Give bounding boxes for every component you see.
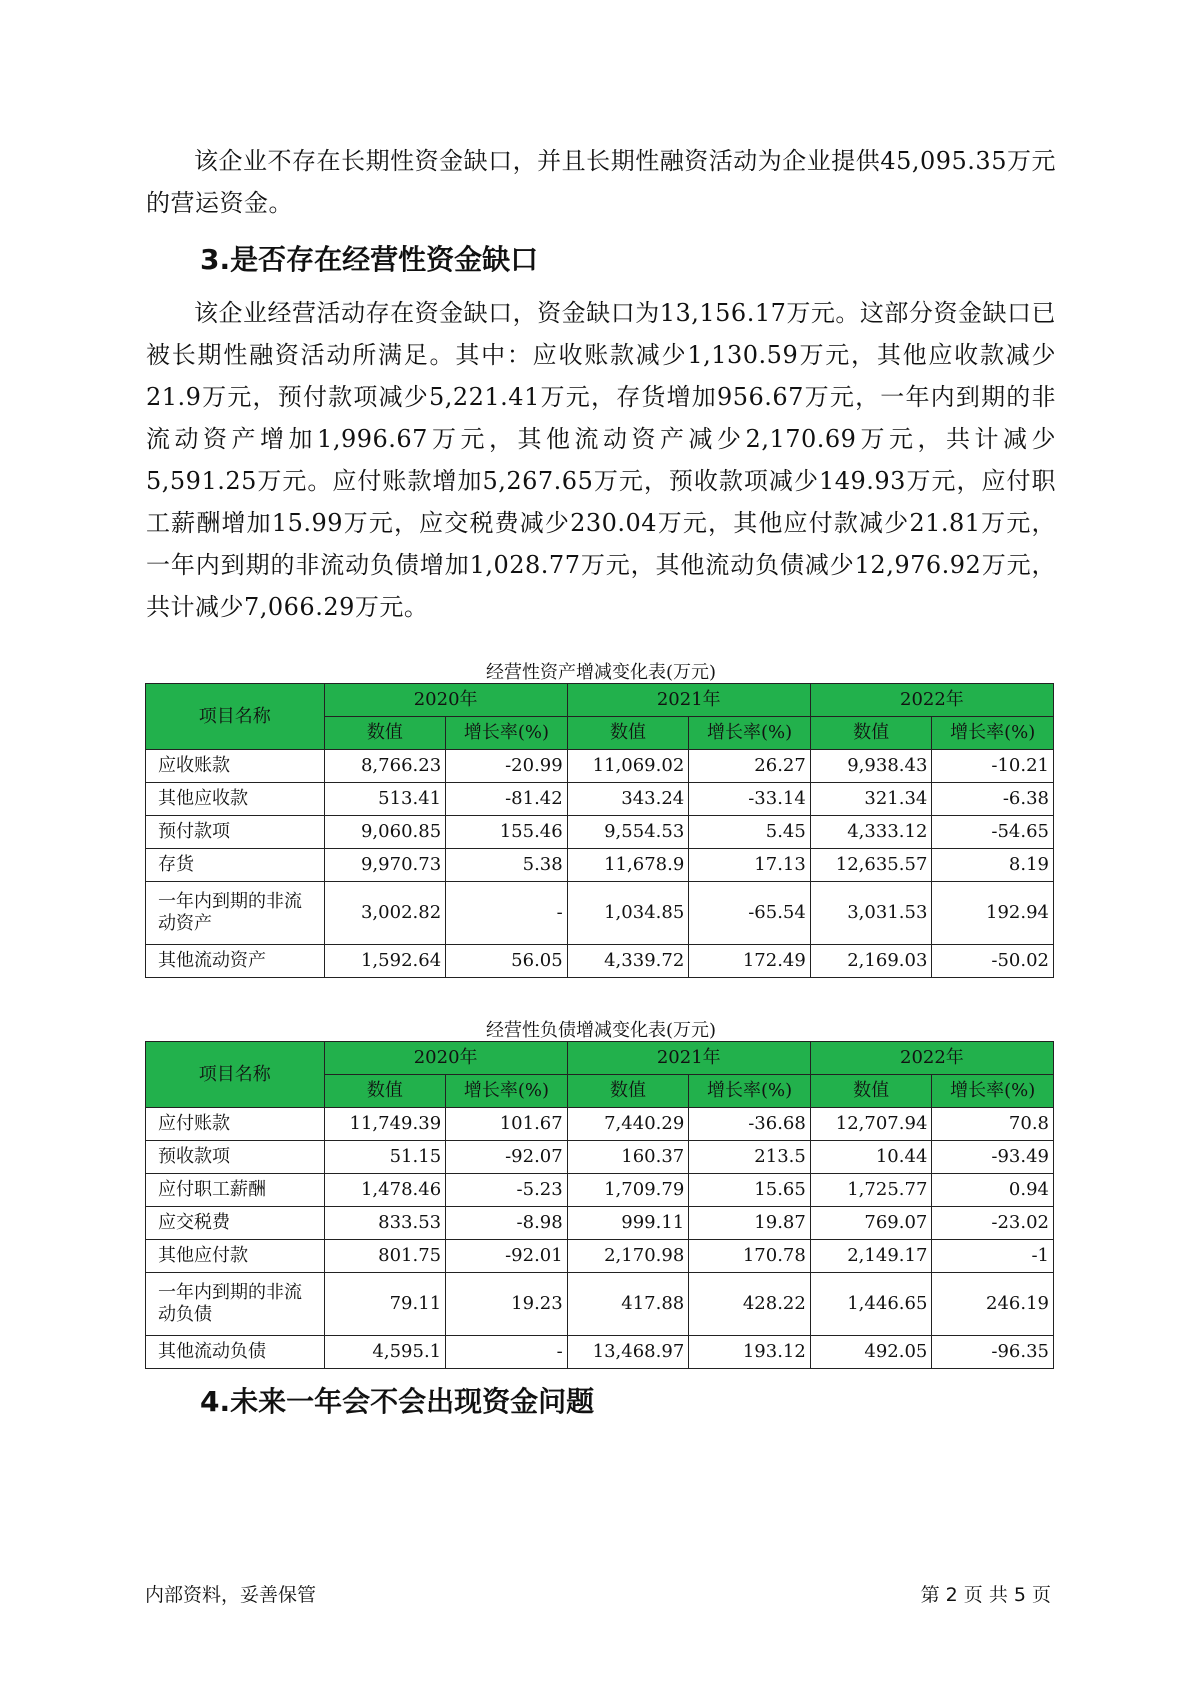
cell-value: 11,749.39: [324, 1108, 446, 1141]
cell-growth-rate: 19.23: [446, 1273, 568, 1336]
cell-value: 51.15: [324, 1141, 446, 1174]
paragraph-text: 该企业经营活动存在资金缺口，资金缺口为13,156.17万元。这部分资金缺口已被长期性融资活动所满足。其中：应收账款减少1,130.59万元，其他应收款减少21.9万元，预付款项减少5,221.41万元，存货增加956.67万元，一年内到期的非流动资产增加1,996.67万元，其他流动资产减少2,170.69万元，共计减少5,591.25万元。应付账款增加5,267.65万元，预收款项减少149.93万元，应付职工薪酬增加15.99万元，应交税费减少230.04万元，其他应付款减少21.81万元，一年内到期的非流动负债增加1,028.77万元，其他流动负债减少12,976.92万元，共计减少7,066.29万元。: [146, 299, 1056, 621]
cell-growth-rate: -81.42: [446, 783, 568, 816]
cell-growth-rate: -92.01: [446, 1240, 568, 1273]
cell-value: 492.05: [810, 1336, 932, 1369]
cell-value: 2,169.03: [810, 945, 932, 978]
column-header-year: 2020年: [324, 684, 567, 717]
cell-growth-rate: -93.49: [932, 1141, 1054, 1174]
column-header-value: 数值: [324, 1075, 446, 1108]
cell-value: 1,446.65: [810, 1273, 932, 1336]
cell-growth-rate: -1: [932, 1240, 1054, 1273]
cell-growth-rate: 170.78: [689, 1240, 811, 1273]
table-row: [146, 945, 1054, 978]
cell-growth-rate: -65.54: [689, 882, 811, 945]
cell-growth-rate: 56.05: [446, 945, 568, 978]
cell-growth-rate: -: [446, 882, 568, 945]
cell-growth-rate: 5.45: [689, 816, 811, 849]
cell-value: 321.34: [810, 783, 932, 816]
column-header-growth-rate: 增长率(%): [446, 1075, 568, 1108]
footer-page-number: 第 2 页 共 5 页: [920, 1584, 1051, 1606]
cell-value: 801.75: [324, 1240, 446, 1273]
table-row: [146, 816, 1054, 849]
row-item-name: 应交税费: [146, 1207, 325, 1240]
cell-growth-rate: -96.35: [932, 1336, 1054, 1369]
cell-growth-rate: 101.67: [446, 1108, 568, 1141]
cell-value: 4,333.12: [810, 816, 932, 849]
column-header-growth-rate: 增长率(%): [932, 717, 1054, 750]
cell-value: 2,149.17: [810, 1240, 932, 1273]
table-header-row: [146, 684, 1054, 717]
cell-value: 513.41: [324, 783, 446, 816]
column-header-growth-rate: 增长率(%): [689, 717, 811, 750]
cell-growth-rate: -23.02: [932, 1207, 1054, 1240]
cell-growth-rate: -5.23: [446, 1174, 568, 1207]
cell-growth-rate: 26.27: [689, 750, 811, 783]
cell-growth-rate: 155.46: [446, 816, 568, 849]
row-item-name: 其他应收款: [146, 783, 325, 816]
column-header-year: 2020年: [324, 1042, 567, 1075]
column-header-value: 数值: [810, 1075, 932, 1108]
cell-value: 11,069.02: [567, 750, 689, 783]
operating-liabilities-table: [145, 1041, 1054, 1369]
cell-value: 343.24: [567, 783, 689, 816]
paragraph-operating-gap: [146, 292, 1056, 628]
cell-value: 10.44: [810, 1141, 932, 1174]
cell-value: 12,635.57: [810, 849, 932, 882]
table-row: [146, 849, 1054, 882]
row-item-name: 应收账款: [146, 750, 325, 783]
cell-value: 160.37: [567, 1141, 689, 1174]
cell-value: 999.11: [567, 1207, 689, 1240]
paragraph-text: 该企业不存在长期性资金缺口，并且长期性融资活动为企业提供45,095.35万元的营运资金。: [146, 147, 1056, 217]
row-item-name: 应付账款: [146, 1108, 325, 1141]
table-row: [146, 1336, 1054, 1369]
cell-growth-rate: -33.14: [689, 783, 811, 816]
cell-value: 2,170.98: [567, 1240, 689, 1273]
cell-value: 7,440.29: [567, 1108, 689, 1141]
table-row: [146, 882, 1054, 945]
cell-growth-rate: 246.19: [932, 1273, 1054, 1336]
cell-value: 769.07: [810, 1207, 932, 1240]
cell-growth-rate: -6.38: [932, 783, 1054, 816]
table-row: [146, 1108, 1054, 1141]
cell-growth-rate: -36.68: [689, 1108, 811, 1141]
cell-value: 9,060.85: [324, 816, 446, 849]
column-header-value: 数值: [567, 1075, 689, 1108]
row-item-name: 预付款项: [146, 816, 325, 849]
cell-value: 12,707.94: [810, 1108, 932, 1141]
cell-growth-rate: -: [446, 1336, 568, 1369]
cell-growth-rate: -10.21: [932, 750, 1054, 783]
cell-growth-rate: 8.19: [932, 849, 1054, 882]
cell-value: 9,938.43: [810, 750, 932, 783]
row-item-name: 其他流动资产: [146, 945, 325, 978]
cell-value: 1,034.85: [567, 882, 689, 945]
row-item-name: 存货: [146, 849, 325, 882]
row-item-name: 预收款项: [146, 1141, 325, 1174]
table-row: [146, 1207, 1054, 1240]
row-item-name: 其他应付款: [146, 1240, 325, 1273]
cell-value: 1,709.79: [567, 1174, 689, 1207]
cell-growth-rate: 19.87: [689, 1207, 811, 1240]
cell-growth-rate: -54.65: [932, 816, 1054, 849]
cell-value: 11,678.9: [567, 849, 689, 882]
cell-value: 1,725.77: [810, 1174, 932, 1207]
column-header-item-name: 项目名称: [146, 1042, 325, 1108]
table-row: [146, 783, 1054, 816]
cell-value: 3,031.53: [810, 882, 932, 945]
cell-value: 4,595.1: [324, 1336, 446, 1369]
row-item-name: 一年内到期的非流动负债: [146, 1273, 325, 1336]
column-header-year: 2022年: [810, 1042, 1053, 1075]
paragraph-long-term-funding: [146, 140, 1056, 224]
column-header-value: 数值: [567, 717, 689, 750]
table-header-row: [146, 1042, 1054, 1075]
operating-assets-table: [145, 683, 1054, 978]
column-header-year: 2022年: [810, 684, 1053, 717]
cell-value: 9,554.53: [567, 816, 689, 849]
cell-growth-rate: -8.98: [446, 1207, 568, 1240]
table-row: [146, 1240, 1054, 1273]
cell-value: 1,478.46: [324, 1174, 446, 1207]
cell-growth-rate: 5.38: [446, 849, 568, 882]
cell-value: 833.53: [324, 1207, 446, 1240]
table-row: [146, 750, 1054, 783]
cell-growth-rate: -50.02: [932, 945, 1054, 978]
cell-value: 8,766.23: [324, 750, 446, 783]
cell-growth-rate: 428.22: [689, 1273, 811, 1336]
cell-growth-rate: 70.8: [932, 1108, 1054, 1141]
cell-growth-rate: -20.99: [446, 750, 568, 783]
table-row: [146, 1273, 1054, 1336]
cell-value: 1,592.64: [324, 945, 446, 978]
cell-growth-rate: 213.5: [689, 1141, 811, 1174]
row-item-name: 一年内到期的非流动资产: [146, 882, 325, 945]
table-caption-assets: 经营性资产增减变化表(万元): [485, 662, 717, 683]
column-header-year: 2021年: [567, 684, 810, 717]
cell-value: 417.88: [567, 1273, 689, 1336]
row-item-name: 应付职工薪酬: [146, 1174, 325, 1207]
cell-value: 3,002.82: [324, 882, 446, 945]
column-header-item-name: 项目名称: [146, 684, 325, 750]
table-row: [146, 1141, 1054, 1174]
column-header-value: 数值: [810, 717, 932, 750]
column-header-year: 2021年: [567, 1042, 810, 1075]
section-heading-3: 3.是否存在经营性资金缺口: [200, 243, 539, 276]
column-header-growth-rate: 增长率(%): [932, 1075, 1054, 1108]
cell-value: 4,339.72: [567, 945, 689, 978]
column-header-value: 数值: [324, 717, 446, 750]
cell-growth-rate: 172.49: [689, 945, 811, 978]
cell-value: 79.11: [324, 1273, 446, 1336]
table-row: [146, 1174, 1054, 1207]
table-caption-liabilities: 经营性负债增减变化表(万元): [485, 1020, 717, 1041]
column-header-growth-rate: 增长率(%): [446, 717, 568, 750]
cell-growth-rate: 15.65: [689, 1174, 811, 1207]
section-heading-4: 4.未来一年会不会出现资金问题: [200, 1385, 595, 1418]
cell-growth-rate: 0.94: [932, 1174, 1054, 1207]
footer-confidential-note: 内部资料，妥善保管: [145, 1584, 317, 1606]
cell-growth-rate: -92.07: [446, 1141, 568, 1174]
cell-growth-rate: 193.12: [689, 1336, 811, 1369]
cell-growth-rate: 17.13: [689, 849, 811, 882]
cell-growth-rate: 192.94: [932, 882, 1054, 945]
cell-value: 9,970.73: [324, 849, 446, 882]
row-item-name: 其他流动负债: [146, 1336, 325, 1369]
column-header-growth-rate: 增长率(%): [689, 1075, 811, 1108]
cell-value: 13,468.97: [567, 1336, 689, 1369]
